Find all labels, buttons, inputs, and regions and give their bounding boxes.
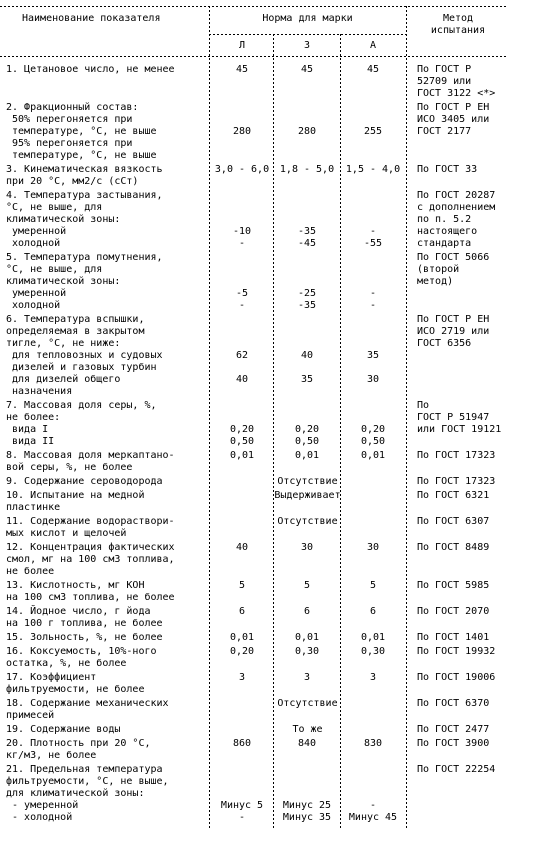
test-method: По ГОСТ 17323 <box>417 450 496 461</box>
test-method: По ГОСТ 20287 <box>417 190 496 201</box>
norm-value: 0,30 <box>360 646 386 657</box>
norm-value: -10 <box>232 226 252 237</box>
norm-value: - <box>369 800 377 811</box>
norm-value: 0,01 <box>294 632 320 643</box>
indicator-text: остатка, %, не более <box>6 658 127 669</box>
indicator-text: °С, не выше, для <box>6 202 103 213</box>
indicator-text: холодной <box>6 300 61 311</box>
norm-value-all-grades: Отсутствие <box>277 698 338 709</box>
indicator-text: не более: <box>6 412 61 423</box>
test-method: ГОСТ 2177 <box>417 126 472 137</box>
test-method: метод) <box>417 276 454 287</box>
norm-value: 3,0 - 6,0 <box>214 164 270 175</box>
norm-column-header: Норма для марки <box>262 13 353 24</box>
indicator-text: 12. Концентрация фактических <box>6 542 175 553</box>
norm-value: 255 <box>363 126 383 137</box>
norm-value: - <box>369 288 377 299</box>
indicator-text: 5. Температура помутнения, <box>6 252 163 263</box>
norm-value: -55 <box>363 238 383 249</box>
norm-value: 45 <box>235 64 249 75</box>
indicator-text: примесей <box>6 710 55 721</box>
norm-value-all-grades: Отсутствие <box>277 516 338 527</box>
method-column-header: Метод <box>442 13 474 24</box>
indicator-text: для тепловозных и судовых <box>6 350 163 361</box>
indicator-text: 50% перегоняется при <box>6 114 133 125</box>
test-method: ИСО 3405 или <box>417 114 490 125</box>
test-method: По ГОСТ 17323 <box>417 476 496 487</box>
test-method: По ГОСТ 6307 <box>417 516 490 527</box>
norm-value: 0,01 <box>294 450 320 461</box>
norm-value: -35 <box>297 226 317 237</box>
grade-header-1: Л <box>238 40 246 51</box>
norm-value: 6 <box>238 606 246 617</box>
grade-header-3: А <box>369 40 377 51</box>
test-method: По ГОСТ 5066 <box>417 252 490 263</box>
norm-value: 860 <box>232 738 252 749</box>
indicator-text: 15. Зольность, %, не более <box>6 632 163 643</box>
norm-value: 0,01 <box>229 632 255 643</box>
test-method: По ГОСТ 6321 <box>417 490 490 501</box>
indicator-text: 4. Температура застывания, <box>6 190 163 201</box>
norm-value: 0,01 <box>360 450 386 461</box>
norm-value: - <box>238 238 246 249</box>
norm-value: 280 <box>297 126 317 137</box>
norm-value: 1,8 - 5,0 <box>279 164 335 175</box>
norm-value: 30 <box>300 542 314 553</box>
test-method: ГОСТ 3122 <*> <box>417 88 496 99</box>
norm-value: 0,50 <box>360 436 386 447</box>
test-method: настоящего <box>417 226 478 237</box>
test-method: По ГОСТ 5985 <box>417 580 490 591</box>
indicator-text: 8. Массовая доля меркаптано- <box>6 450 175 461</box>
test-method: стандарта <box>417 238 472 249</box>
norm-value: 35 <box>300 374 314 385</box>
norm-value: -25 <box>297 288 317 299</box>
test-method: По ГОСТ Р ЕН <box>417 102 490 113</box>
norm-value: Минус 5 <box>220 800 264 811</box>
test-method: По ГОСТ 2070 <box>417 606 490 617</box>
norm-value: 35 <box>366 350 380 361</box>
test-method: По ГОСТ 8489 <box>417 542 490 553</box>
norm-value: 5 <box>303 580 311 591</box>
norm-value: 45 <box>366 64 380 75</box>
test-method: По ГОСТ 3900 <box>417 738 490 749</box>
test-method: По ГОСТ 19932 <box>417 646 496 657</box>
norm-value: 40 <box>235 374 249 385</box>
norm-value: 5 <box>369 580 377 591</box>
indicator-text: 14. Йодное число, г йода <box>6 606 151 617</box>
indicator-text: для дизелей общего <box>6 374 121 385</box>
indicator-text: 16. Коксуемость, 10%-ного <box>6 646 157 657</box>
indicator-text: 18. Содержание механических <box>6 698 169 709</box>
norm-value: Минус 35 <box>282 812 332 823</box>
test-method: ГОСТ Р 51947 <box>417 412 490 423</box>
test-method: или ГОСТ 19121 <box>417 424 502 435</box>
test-method: 52709 или <box>417 76 472 87</box>
norm-value: 0,50 <box>229 436 255 447</box>
indicator-text: фильтруемости, не более <box>6 684 145 695</box>
indicator-text: °С, не выше, для <box>6 264 103 275</box>
indicator-text: вида I <box>6 424 49 435</box>
indicator-text: при 20 °С, мм2/с (сСт) <box>6 176 139 187</box>
indicator-text: для климатической зоны: <box>6 788 145 799</box>
indicator-text: - холодной <box>6 812 73 823</box>
indicator-text: температуре, °С, не выше <box>6 126 157 137</box>
indicator-text: на 100 г топлива, не более <box>6 618 163 629</box>
test-method: По ГОСТ 2477 <box>417 724 490 735</box>
norm-value: - <box>369 300 377 311</box>
norm-value: 40 <box>300 350 314 361</box>
test-method: По ГОСТ Р <box>417 64 472 75</box>
indicator-text: определяемая в закрытом <box>6 326 145 337</box>
norm-value: 3 <box>303 672 311 683</box>
indicator-text: дизелей и газовых турбин <box>6 362 157 373</box>
norm-value: - <box>238 300 246 311</box>
norm-value: 6 <box>303 606 311 617</box>
indicator-text: 7. Массовая доля серы, %, <box>6 400 157 411</box>
indicator-text: 21. Предельная температура <box>6 764 163 775</box>
indicator-text: климатической зоны: <box>6 214 121 225</box>
indicator-text: умеренной <box>6 288 67 299</box>
norm-value: 840 <box>297 738 317 749</box>
indicator-text: фильтруемости, °С, не выше, <box>6 776 169 787</box>
norm-value: - <box>238 812 246 823</box>
norm-value: 0,20 <box>229 646 255 657</box>
test-method: по п. 5.2 <box>417 214 472 225</box>
indicator-text: 3. Кинематическая вязкость <box>6 164 163 175</box>
test-method: По ГОСТ 22254 <box>417 764 496 775</box>
norm-value: 6 <box>369 606 377 617</box>
norm-value: 30 <box>366 374 380 385</box>
test-method: По ГОСТ 19006 <box>417 672 496 683</box>
norm-value: 0,30 <box>294 646 320 657</box>
norm-value: 40 <box>235 542 249 553</box>
grade-header-2: З <box>303 40 311 51</box>
norm-value: 280 <box>232 126 252 137</box>
test-method: По ГОСТ 33 <box>417 164 478 175</box>
norm-value: - <box>369 226 377 237</box>
norm-value: -45 <box>297 238 317 249</box>
indicator-text: - умеренной <box>6 800 79 811</box>
test-method: По ГОСТ 1401 <box>417 632 490 643</box>
norm-value-all-grades: Выдерживает <box>274 490 341 501</box>
indicator-text: 13. Кислотность, мг КОН <box>6 580 145 591</box>
norm-value: 5 <box>238 580 246 591</box>
indicator-text: холодной <box>6 238 61 249</box>
norm-value: -35 <box>297 300 317 311</box>
indicator-text: назначения <box>6 386 73 397</box>
indicator-text: 20. Плотность при 20 °С, <box>6 738 151 749</box>
indicator-text: вида II <box>6 436 55 447</box>
norm-value: Минус 45 <box>348 812 398 823</box>
norm-value-all-grades: Отсутствие <box>277 476 338 487</box>
indicator-text: умеренной <box>6 226 67 237</box>
norm-value: 830 <box>363 738 383 749</box>
norm-value-all-grades: То же <box>292 724 323 735</box>
norm-value: -5 <box>235 288 249 299</box>
test-method: ИСО 2719 или <box>417 326 490 337</box>
indicator-text: на 100 см3 топлива, не более <box>6 592 175 603</box>
test-method: По <box>417 400 430 411</box>
norm-value: 45 <box>300 64 314 75</box>
indicator-text: мых кислот и щелочей <box>6 528 127 539</box>
indicator-text: 10. Испытание на медной <box>6 490 145 501</box>
indicator-text: температуре, °С, не выше <box>6 150 157 161</box>
norm-value: 0,01 <box>229 450 255 461</box>
test-method: с дополнением <box>417 202 496 213</box>
indicator-text: вой серы, %, не более <box>6 462 133 473</box>
indicator-text: 95% перегоняется при <box>6 138 133 149</box>
indicator-text: 17. Коэффициент <box>6 672 97 683</box>
norm-value: 0,20 <box>229 424 255 435</box>
indicator-text: климатической зоны: <box>6 276 121 287</box>
indicator-text: смол, мг на 100 см3 топлива, <box>6 554 175 565</box>
indicator-text: не более <box>6 566 55 577</box>
indicator-text: кг/м3, не более <box>6 750 97 761</box>
test-method: (второй <box>417 264 460 275</box>
norm-value: Минус 25 <box>282 800 332 811</box>
indicator-text: 19. Содержание воды <box>6 724 121 735</box>
norm-value: 1,5 - 4,0 <box>345 164 401 175</box>
test-method: По ГОСТ Р ЕН <box>417 314 490 325</box>
indicator-text: 6. Температура вспышки, <box>6 314 145 325</box>
indicator-text: 1. Цетановое число, не менее <box>6 64 175 75</box>
indicator-text: 2. Фракционный состав: <box>6 102 139 113</box>
norm-value: 0,20 <box>294 424 320 435</box>
norm-value: 30 <box>366 542 380 553</box>
norm-value: 0,20 <box>360 424 386 435</box>
indicator-text: 11. Содержание водораствори- <box>6 516 175 527</box>
norm-value: 3 <box>369 672 377 683</box>
test-method: ГОСТ 6356 <box>417 338 472 349</box>
indicator-text: 9. Содержание сероводорода <box>6 476 163 487</box>
method-column-header: испытания <box>430 25 486 36</box>
indicator-column-header: Наименование показателя <box>22 13 161 24</box>
norm-value: 0,50 <box>294 436 320 447</box>
norm-value: 62 <box>235 350 249 361</box>
indicator-text: пластинке <box>6 502 61 513</box>
indicator-text: тигле, °С, не ниже: <box>6 338 121 349</box>
test-method: По ГОСТ 6370 <box>417 698 490 709</box>
norm-value: 3 <box>238 672 246 683</box>
norm-value: 0,01 <box>360 632 386 643</box>
